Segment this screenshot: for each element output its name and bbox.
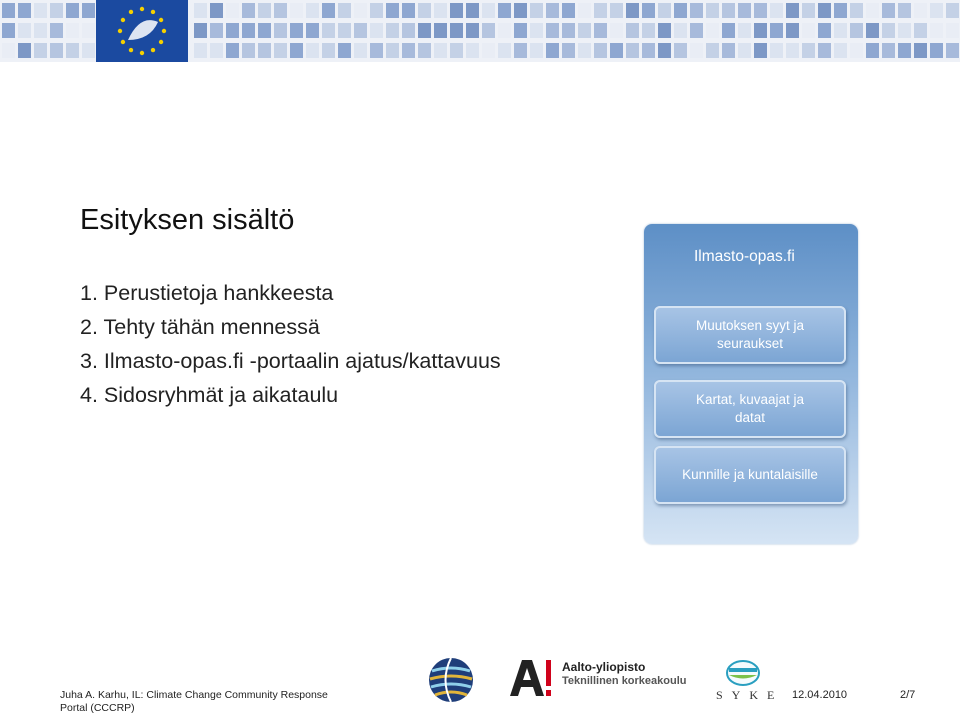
- contents-item-4: 4. Sidosryhmät ja aikataulu: [80, 383, 339, 407]
- aalto-school: Teknillinen korkeakoulu: [562, 675, 687, 687]
- contents-item-1: 1. Perustietoja hankkeesta: [80, 281, 334, 305]
- header-banner: [0, 0, 960, 62]
- climate-globe-logo: [428, 657, 474, 703]
- portal-box-maps-label: Kartat, kuvaajat ja datat: [695, 392, 805, 425]
- life-programme-logo: [96, 0, 188, 62]
- slide-date: 12.04.2010: [792, 689, 848, 701]
- contents-item-3: 3. Ilmasto-opas.fi -portaalin ajatus/kattavuus: [80, 349, 501, 373]
- portal-title: Ilmasto-opas.fi: [694, 248, 795, 265]
- syke-label: SYKE: [716, 688, 784, 702]
- contents-item-2: 2. Tehty tähän mennessä: [80, 315, 320, 339]
- mosaic-pattern: [0, 0, 960, 62]
- portal-box-causes-label: Muutoksen syyt ja seuraukset: [695, 318, 805, 351]
- portal-box-causes: [654, 306, 846, 364]
- portal-box-municipalities: [654, 446, 846, 504]
- portal-diagram: [644, 224, 858, 544]
- contents-list: [80, 278, 501, 414]
- footer-author: Juha A. Karhu, IL: Climate Change Community Response Portal (CCCRP): [60, 689, 328, 714]
- aalto-logo: [508, 658, 552, 698]
- portal-box-municipalities-label: Kunnille ja kuntalaisille: [682, 467, 818, 482]
- slide-title: Esityksen sisältö: [80, 204, 295, 236]
- aalto-name: Aalto-yliopisto: [562, 660, 646, 674]
- syke-logo: [726, 660, 760, 686]
- portal-box-maps: [654, 380, 846, 438]
- page-number: 2/7: [900, 689, 916, 701]
